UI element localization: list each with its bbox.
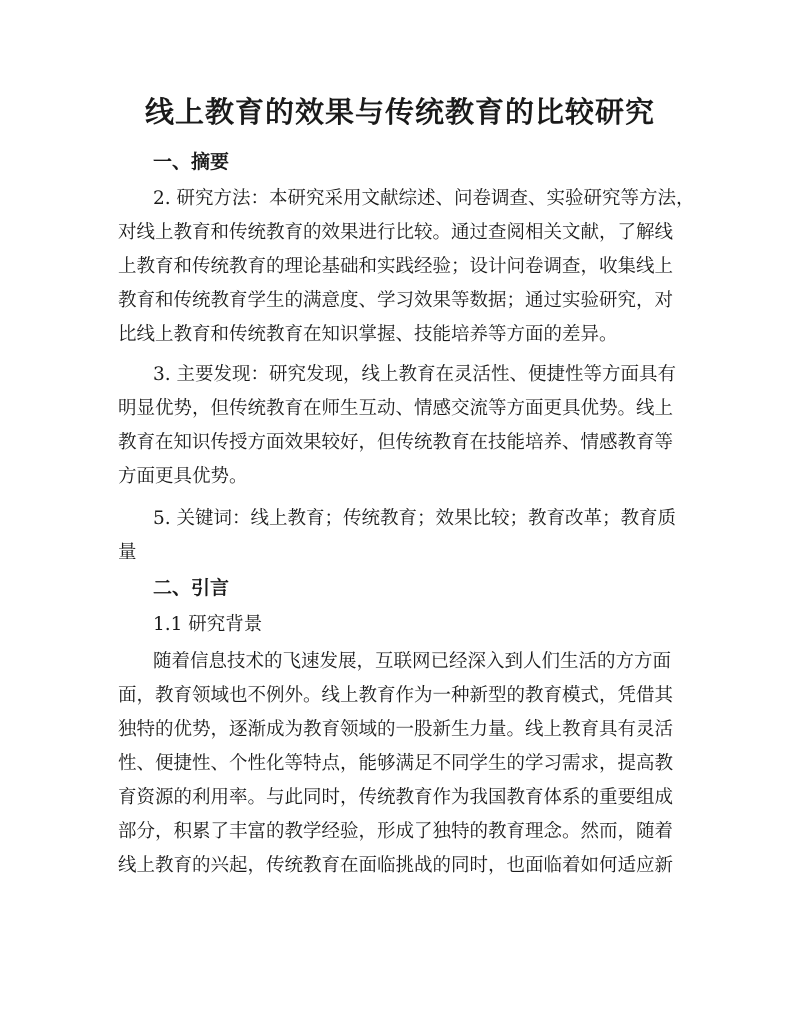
section-heading-introduction: 二、引言 <box>153 577 230 599</box>
paragraph-line: 部分，积累了丰富的教学经验，形成了独特的教育理念。然而，随着 <box>118 821 674 842</box>
paragraph-main-findings <box>118 358 698 494</box>
paragraph-line: 明显优势，但传统教育在师生互动、情感交流等方面更具优势。线上 <box>118 398 674 419</box>
paragraph-line: 性、便捷性、个性化等特点，能够满足不同学生的学习需求，提高教 <box>118 753 674 774</box>
paragraph-line: 上教育和传统教育的理论基础和实践经验；设计问卷调查，收集线上 <box>118 256 674 277</box>
paragraph-research-methods <box>118 182 698 352</box>
paragraph-line: 教育在知识传授方面效果较好，但传统教育在技能培养、情感教育等 <box>118 432 674 453</box>
paragraph-line: 线上教育的兴起，传统教育在面临挑战的同时，也面临着如何适应新 <box>118 855 674 876</box>
paragraph-line: 方面更具优势。 <box>118 466 248 487</box>
section-heading-abstract: 一、摘要 <box>153 151 230 173</box>
paragraph-line: 面，教育领域也不例外。线上教育作为一种新型的教育模式，凭借其 <box>118 685 674 706</box>
paragraph-line: 随着信息技术的飞速发展，互联网已经深入到人们生活的方方面 <box>153 651 672 672</box>
paragraph-line: 2. 研究方法：本研究采用文献综述、问卷调查、实验研究等方法， <box>153 188 695 209</box>
paragraph-line: 独特的优势，逐渐成为教育领域的一股新生力量。线上教育具有灵活 <box>118 719 674 740</box>
paragraph-line: 教育和传统教育学生的满意度、学习效果等数据；通过实验研究，对 <box>118 290 674 311</box>
paragraph-line: 量 <box>118 542 137 563</box>
subsection-heading-background: 1.1 研究背景 <box>153 614 263 635</box>
document-title: 线上教育的效果与传统教育的比较研究 <box>144 95 655 129</box>
paragraph-background <box>118 645 698 883</box>
paragraph-keywords <box>118 502 698 570</box>
paragraph-line: 育资源的利用率。与此同时，传统教育作为我国教育体系的重要组成 <box>118 787 674 808</box>
paragraph-line: 对线上教育和传统教育的效果进行比较。通过查阅相关文献，了解线 <box>118 222 674 243</box>
paragraph-line: 5. 关键词：线上教育；传统教育；效果比较；教育改革；教育质 <box>153 508 677 529</box>
paragraph-line: 3. 主要发现：研究发现，线上教育在灵活性、便捷性等方面具有 <box>153 364 677 385</box>
paragraph-line: 比线上教育和传统教育在知识掌握、技能培养等方面的差异。 <box>118 324 618 345</box>
